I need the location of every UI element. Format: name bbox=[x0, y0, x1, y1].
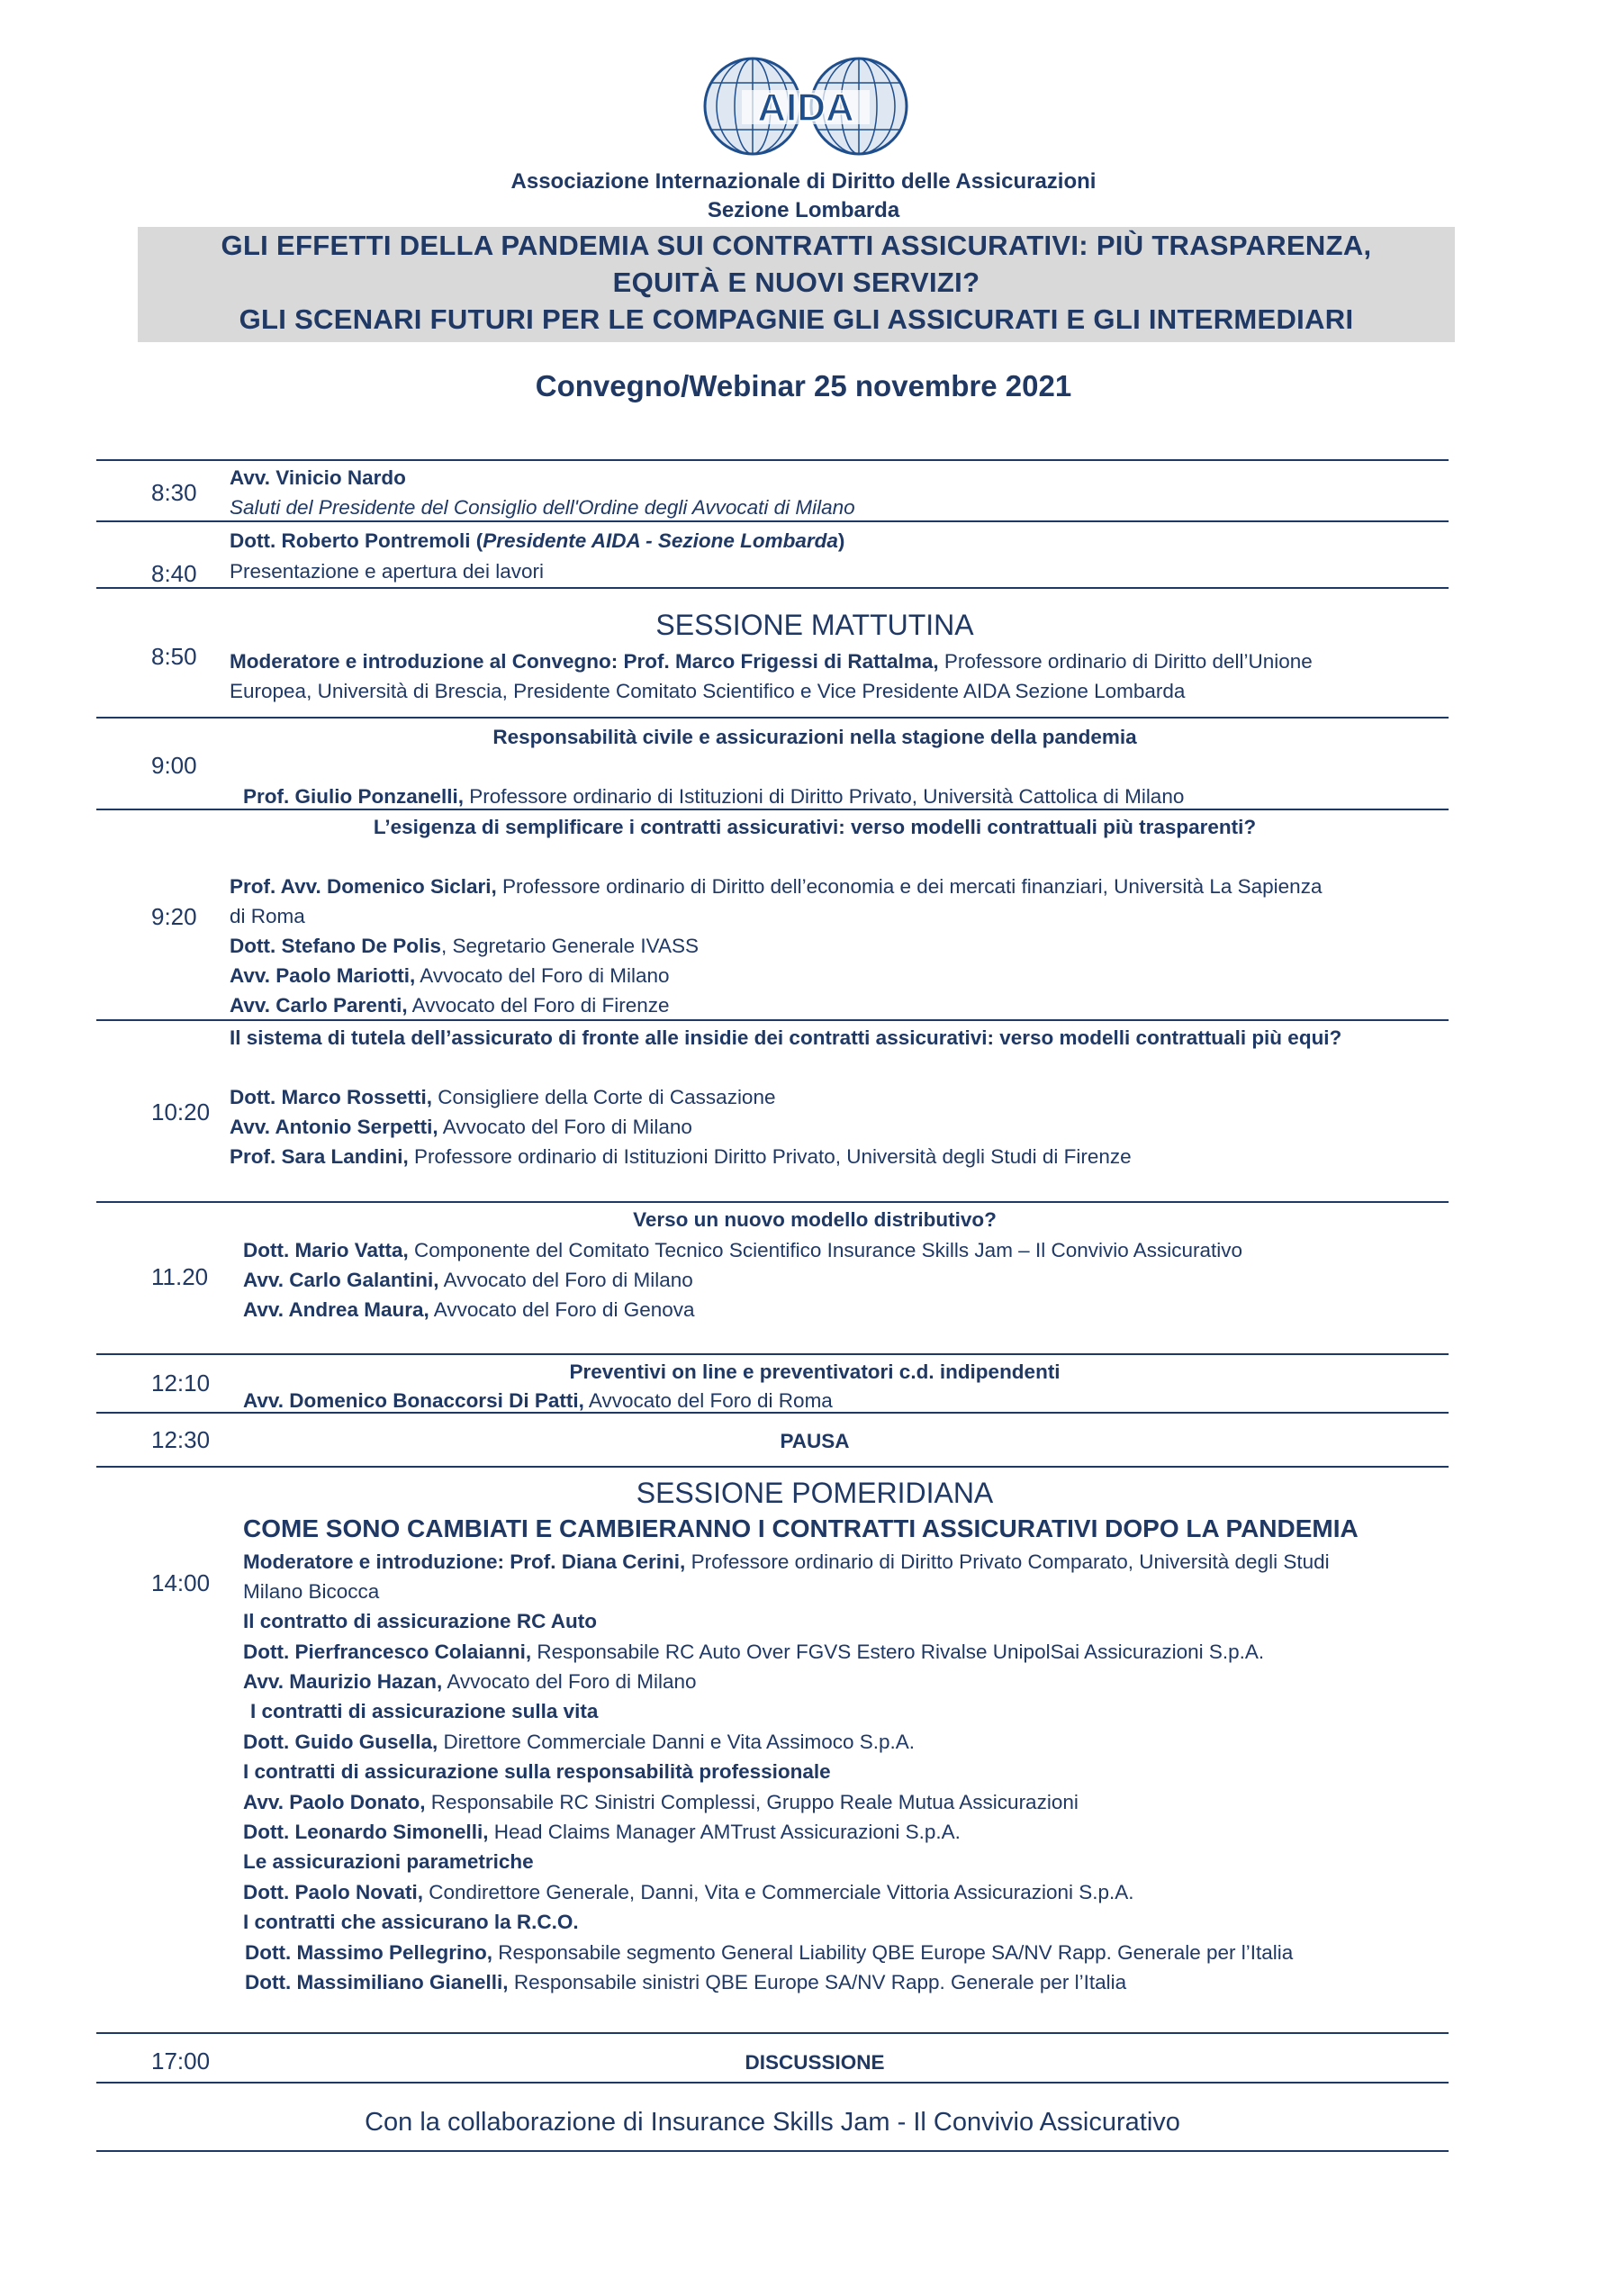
moderator-role-cont: Europea, Università di Brescia, Presidente Comitato Scientifico e Vice Presidente AIDA Sezione Lombarda bbox=[230, 680, 1186, 702]
time-slot: 10:20 bbox=[151, 1098, 211, 1125]
session-subtitle: COME SONO CAMBIATI E CAMBIERANNO I CONTRATTI ASSICURATIVI DOPO LA PANDEMIA bbox=[243, 1514, 1359, 1542]
time-slot: 9:20 bbox=[151, 903, 197, 930]
moderator-role: Professore ordinario di Diritto dell’Unione bbox=[938, 650, 1313, 673]
speaker-role: Avvocato del Foro di Milano bbox=[442, 1670, 697, 1693]
speaker-name: Dott. Mario Vatta, bbox=[243, 1239, 409, 1261]
speaker-name: Dott. Massimiliano Gianelli, bbox=[245, 1971, 509, 1993]
speaker-name: Prof. Avv. Domenico Siclari, bbox=[230, 875, 497, 898]
speaker-role: Responsabile RC Sinistri Complessi, Gruppo Reale Mutua Assicurazioni bbox=[425, 1791, 1079, 1813]
speaker-name: Dott. Paolo Novati, bbox=[243, 1881, 424, 1903]
speaker-name: Dott. Marco Rossetti, bbox=[230, 1086, 433, 1108]
session-title: SESSIONE POMERIDIANA bbox=[636, 1477, 994, 1509]
speaker-name: Dott. Pierfrancesco Colaianni, bbox=[243, 1641, 532, 1663]
footer-credit: Con la collaborazione di Insurance Skills Jam - Il Convivio Assicurativo bbox=[365, 2108, 1180, 2137]
session-title: SESSIONE MATTUTINA bbox=[655, 609, 974, 641]
speaker-name: Dott. Guido Gusella, bbox=[243, 1731, 438, 1753]
topic-title: Verso un nuovo modello distributivo? bbox=[633, 1208, 997, 1231]
title-line-1: GLI EFFETTI DELLA PANDEMIA SUI CONTRATTI ASSICURATIVI: PIÙ TRASPARENZA, bbox=[221, 230, 1372, 261]
speaker-name: Avv. Paolo Donato, bbox=[243, 1791, 426, 1813]
speaker-role: Avvocato del Foro di Firenze bbox=[407, 994, 670, 1017]
speaker-role: Avvocato del Foro di Milano bbox=[438, 1269, 693, 1291]
speaker-name: Dott. Stefano De Polis bbox=[230, 935, 442, 957]
divider bbox=[96, 2032, 1449, 2034]
speaker-role: Head Claims Manager AMTrust Assicurazioni S.p.A. bbox=[488, 1821, 961, 1843]
divider bbox=[96, 1353, 1449, 1355]
topic-title: I contratti di assicurazione sulla vita bbox=[250, 1700, 599, 1722]
speaker-name: Avv. Carlo Parenti, bbox=[230, 994, 408, 1017]
org-name: Associazione Internazionale di Diritto delle Assicurazioni bbox=[510, 169, 1097, 194]
speaker-name: Avv. Domenico Bonaccorsi Di Patti, bbox=[243, 1389, 584, 1412]
speaker-role: Consigliere della Corte di Cassazione bbox=[432, 1086, 776, 1108]
speaker-name: Avv. Paolo Mariotti, bbox=[230, 964, 416, 987]
speaker-role: Condirettore Generale, Danni, Vita e Commerciale Vittoria Assicurazioni S.p.A. bbox=[423, 1881, 1134, 1903]
divider bbox=[96, 520, 1449, 522]
speaker-role: Professore ordinario di Istituzioni di Diritto Privato, Università Cattolica di Milano bbox=[464, 785, 1185, 808]
time-slot: 17:00 bbox=[151, 2047, 211, 2075]
moderator-role: Professore ordinario di Diritto Privato Comparato, Università degli Studi bbox=[685, 1550, 1330, 1573]
time-slot: 8:40 bbox=[151, 560, 197, 587]
speaker-name: Avv. Vinicio Nardo bbox=[230, 466, 406, 489]
speaker-role: Professore ordinario di Istituzioni Diritto Privato, Università degli Studi di Firenze bbox=[408, 1145, 1132, 1168]
pause-label: PAUSA bbox=[780, 1430, 850, 1452]
time-slot: 8:30 bbox=[151, 479, 197, 506]
speaker-role: Responsabile sinistri QBE Europe SA/NV Rapp. Generale per l’Italia bbox=[508, 1971, 1127, 1993]
speaker-name: Dott. Leonardo Simonelli, bbox=[243, 1821, 489, 1843]
speaker-role: Avvocato del Foro di Milano bbox=[438, 1116, 692, 1138]
agenda-desc: Presentazione e apertura dei lavori bbox=[230, 560, 544, 583]
paren: ) bbox=[837, 529, 845, 552]
divider bbox=[96, 1201, 1449, 1203]
org-section: Sezione Lombarda bbox=[707, 198, 900, 222]
topic-title: Preventivi on line e preventivatori c.d. indipendenti bbox=[569, 1360, 1061, 1383]
topic-title: I contratti che assicurano la R.C.O. bbox=[243, 1911, 579, 1933]
topic-title: Il sistema di tutela dell’assicurato di fronte alle insidie dei contratti assicurativi: verso modelli contrattuali più equi? bbox=[230, 1026, 1342, 1049]
aida-logo bbox=[702, 56, 909, 157]
speaker-name: Dott. Roberto Pontremoli ( bbox=[230, 529, 483, 552]
speaker-role-cont: di Roma bbox=[230, 905, 305, 927]
title-line-3: GLI SCENARI FUTURI PER LE COMPAGNIE GLI ASSICURATI E GLI INTERMEDIARI bbox=[239, 303, 1354, 335]
time-slot: 8:50 bbox=[151, 643, 197, 670]
divider bbox=[96, 809, 1449, 810]
speaker-role: Professore ordinario di Diritto dell’economia e dei mercati finanziari, Università La Sapienza bbox=[496, 875, 1323, 898]
speaker-role: Avvocato del Foro di Genova bbox=[429, 1298, 695, 1321]
speaker-name: Avv. Carlo Galantini, bbox=[243, 1269, 439, 1291]
speaker-role: Presidente AIDA - Sezione Lombarda bbox=[483, 529, 838, 552]
moderator-role-cont: Milano Bicocca bbox=[243, 1580, 380, 1603]
speaker-role: Direttore Commerciale Danni e Vita Assimoco S.p.A. bbox=[438, 1731, 916, 1753]
speaker-role: Saluti del Presidente del Consiglio dell'Ordine degli Avvocati di Milano bbox=[230, 496, 855, 519]
topic-title: I contratti di assicurazione sulla responsabilità professionale bbox=[243, 1760, 831, 1783]
event-date: Convegno/Webinar 25 novembre 2021 bbox=[535, 369, 1072, 402]
divider bbox=[96, 1019, 1449, 1021]
divider bbox=[96, 587, 1449, 589]
topic-title: L’esigenza di semplificare i contratti assicurativi: verso modelli contrattuali più trasparenti? bbox=[373, 816, 1257, 838]
speaker-role: , Segretario Generale IVASS bbox=[441, 935, 700, 957]
time-slot: 11.20 bbox=[151, 1263, 209, 1290]
speaker-role: Responsabile RC Auto Over FGVS Estero Rivalse UnipolSai Assicurazioni S.p.A. bbox=[531, 1641, 1265, 1663]
time-slot: 12:30 bbox=[151, 1426, 211, 1453]
logo-text: AIDA bbox=[757, 86, 854, 130]
topic-title: Le assicurazioni parametriche bbox=[243, 1850, 534, 1873]
title-line-2: EQUITÀ E NUOVI SERVIZI? bbox=[612, 267, 980, 298]
title-banner bbox=[138, 227, 1455, 342]
topic-title: Il contratto di assicurazione RC Auto bbox=[243, 1610, 597, 1632]
speaker-name: Avv. Andrea Maura, bbox=[243, 1298, 429, 1321]
speaker-name: Dott. Massimo Pellegrino, bbox=[245, 1941, 493, 1964]
divider bbox=[96, 1466, 1449, 1468]
moderator-name: Moderatore e introduzione al Convegno: Prof. Marco Frigessi di Rattalma, bbox=[230, 650, 939, 673]
speaker-role: Componente del Comitato Tecnico Scientifico Insurance Skills Jam – Il Convivio Assicurativo bbox=[408, 1239, 1243, 1261]
speaker-name: Avv. Maurizio Hazan, bbox=[243, 1670, 443, 1693]
divider bbox=[96, 717, 1449, 719]
divider bbox=[96, 2082, 1449, 2084]
speaker-name: Prof. Sara Landini, bbox=[230, 1145, 409, 1168]
time-slot: 9:00 bbox=[151, 752, 197, 779]
speaker-role: Avvocato del Foro di Milano bbox=[415, 964, 670, 987]
speaker-name: Prof. Giulio Ponzanelli, bbox=[243, 785, 465, 808]
divider bbox=[96, 459, 1449, 461]
time-slot: 12:10 bbox=[151, 1369, 211, 1397]
time-slot: 14:00 bbox=[151, 1569, 211, 1596]
speaker-role: Responsabile segmento General Liability QBE Europe SA/NV Rapp. Generale per l’Italia bbox=[492, 1941, 1294, 1964]
topic-title: Responsabilità civile e assicurazioni nella stagione della pandemia bbox=[492, 726, 1137, 748]
moderator-name: Moderatore e introduzione: Prof. Diana Cerini, bbox=[243, 1550, 686, 1573]
speaker-role: Avvocato del Foro di Roma bbox=[583, 1389, 833, 1412]
divider bbox=[96, 2150, 1449, 2152]
discussion-label: DISCUSSIONE bbox=[745, 2051, 885, 2074]
speaker-name: Avv. Antonio Serpetti, bbox=[230, 1116, 438, 1138]
